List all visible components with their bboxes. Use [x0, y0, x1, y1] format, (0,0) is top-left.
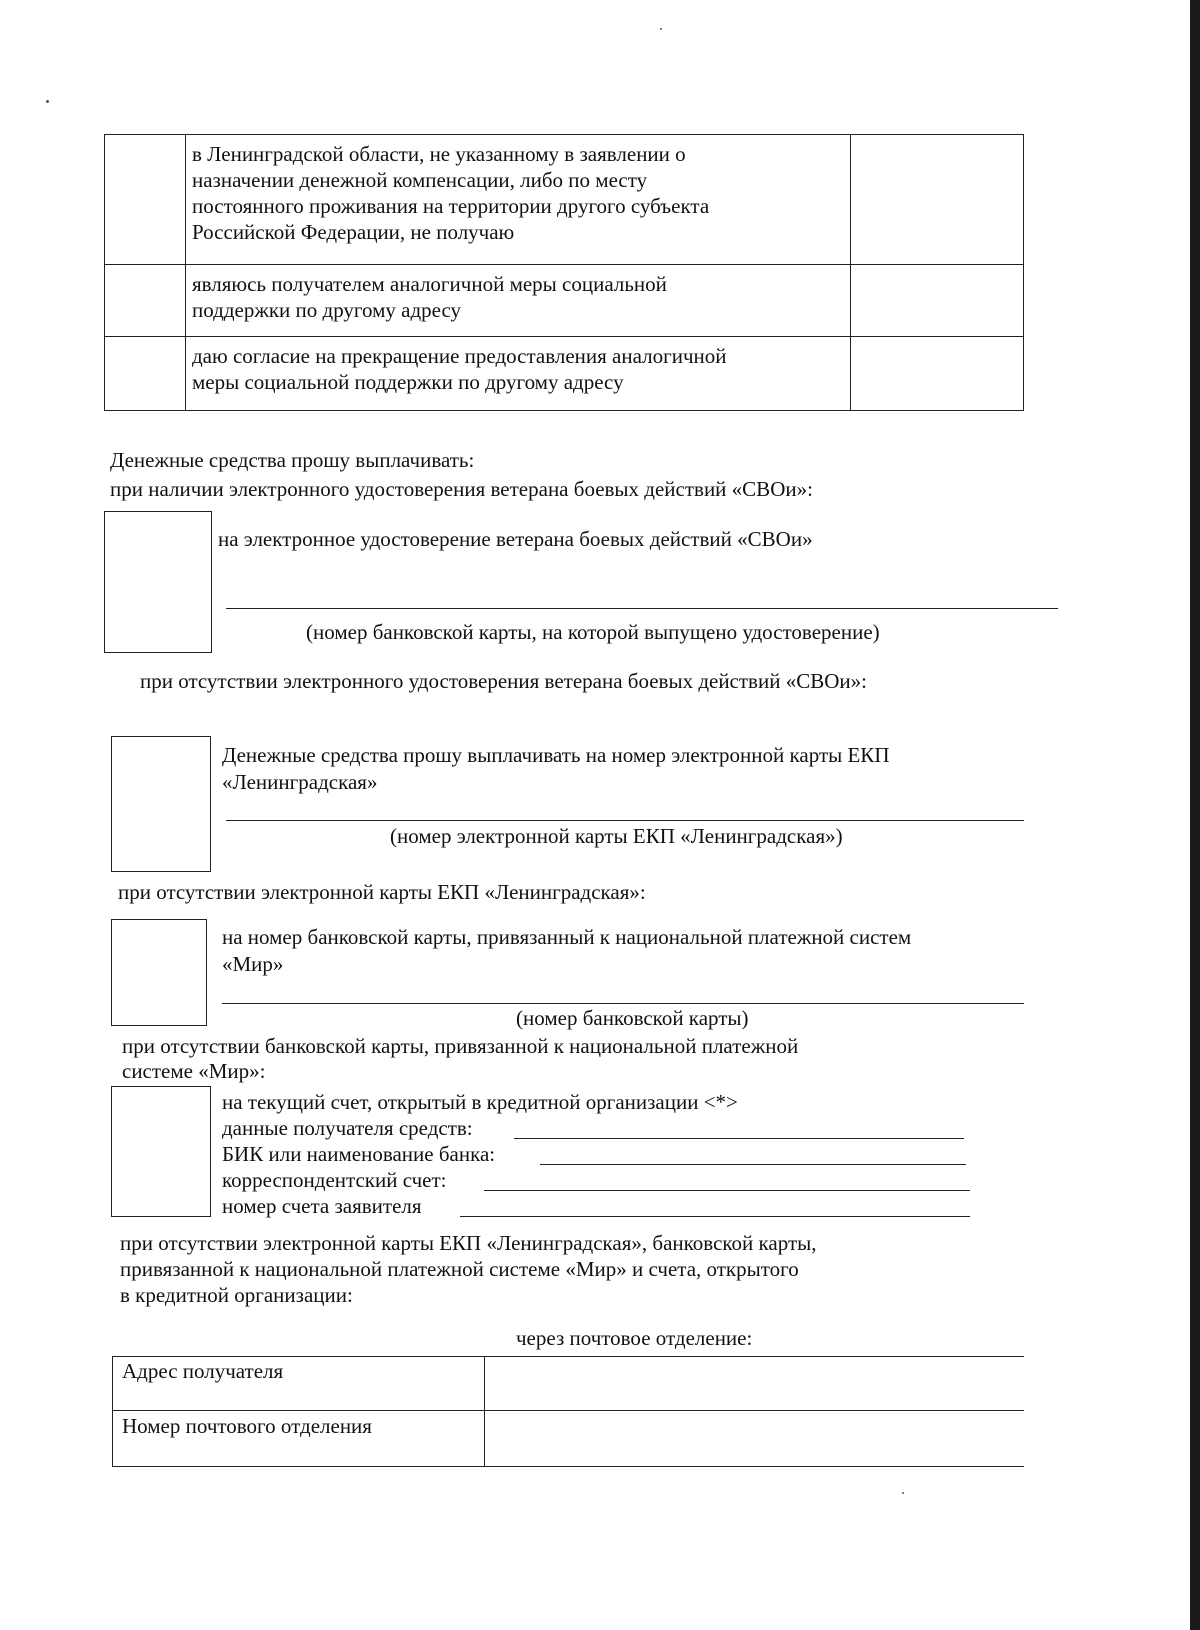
mir-option-line: «Мир»	[222, 952, 284, 976]
statement-line: меры социальной поддержки по другому адресу	[192, 370, 624, 394]
mir-checkbox[interactable]	[111, 919, 207, 1026]
bank-label: БИК или наименование банка:	[222, 1142, 496, 1166]
statement-cell	[186, 135, 851, 265]
declaration-table	[104, 134, 1024, 411]
post-table-border	[112, 1356, 113, 1466]
scan-edge	[1190, 0, 1200, 1630]
corr-account-field[interactable]	[484, 1190, 970, 1191]
mark-cell[interactable]	[851, 135, 1024, 265]
post-table-border	[112, 1410, 1024, 1411]
post-table-border	[112, 1466, 1024, 1467]
statement-line: в Ленинградской области, не указанному в заявлении о	[192, 142, 686, 166]
recipient-label: данные получателя средств:	[222, 1116, 473, 1140]
without-all-heading: в кредитной организации:	[120, 1283, 353, 1307]
post-title: через почтовое отделение:	[516, 1326, 753, 1350]
recipient-field[interactable]	[514, 1138, 964, 1139]
statement-line: Российской Федерации, не получаю	[192, 220, 515, 244]
mir-option-line: на номер банковской карты, привязанный к национальной платежной систем	[222, 925, 912, 949]
account-option-title: на текущий счет, открытый в кредитной организации <*>	[222, 1090, 738, 1114]
without-svo-heading: при отсутствии электронного удостоверения ветерана боевых действий «СВОи»:	[140, 669, 867, 693]
applicant-account-field[interactable]	[460, 1216, 970, 1217]
without-mir-heading: системе «Мир»:	[122, 1059, 266, 1083]
ekp-card-hint: (номер электронной карты ЕКП «Ленинградская»)	[390, 824, 843, 848]
without-all-heading: при отсутствии электронной карты ЕКП «Ленинградская», банковской карты,	[120, 1231, 817, 1255]
without-mir-heading: при отсутствии банковской карты, привязанной к национальной платежной	[122, 1034, 799, 1058]
without-ekp-heading: при отсутствии электронной карты ЕКП «Ленинградская»:	[118, 880, 646, 904]
ekp-option-line: «Ленинградская»	[222, 770, 378, 794]
svo-option-label: на электронное удостоверение ветерана боевых действий «СВОи»	[218, 527, 813, 551]
bank-field[interactable]	[540, 1164, 966, 1165]
checkbox-cell[interactable]	[105, 135, 186, 265]
address-label: Адрес получателя	[122, 1359, 284, 1383]
mir-card-hint: (номер банковской карты)	[516, 1006, 749, 1030]
svo-card-hint: (номер банковской карты, на которой выпущено удостоверение)	[306, 620, 880, 644]
mark-cell[interactable]	[851, 265, 1024, 337]
ekp-checkbox[interactable]	[111, 736, 211, 872]
table-row	[105, 337, 1024, 411]
mark-cell[interactable]	[851, 337, 1024, 411]
ekp-option-line: Денежные средства прошу выплачивать на номер электронной карты ЕКП	[222, 743, 890, 767]
statement-cell	[186, 337, 851, 411]
corr-account-label: корреспондентский счет:	[222, 1168, 447, 1192]
statement-line: поддержки по другому адресу	[192, 298, 462, 322]
svo-card-number-field[interactable]	[226, 608, 1058, 609]
post-table-border	[112, 1356, 1024, 1357]
payment-intro: Денежные средства прошу выплачивать:	[110, 448, 475, 472]
statement-line: постоянного проживания на территории другого субъекта	[192, 194, 710, 218]
applicant-account-label: номер счета заявителя	[222, 1194, 422, 1218]
statement-line: назначении денежной компенсации, либо по месту	[192, 168, 648, 192]
scan-speck	[660, 28, 662, 30]
address-field[interactable]	[488, 1358, 1018, 1408]
table-row	[105, 265, 1024, 337]
without-all-heading: привязанной к национальной платежной системе «Мир» и счета, открытого	[120, 1257, 799, 1281]
post-office-label: Номер почтового отделения	[122, 1414, 372, 1438]
mir-card-number-field[interactable]	[222, 1003, 1024, 1004]
ekp-card-number-field[interactable]	[226, 820, 1024, 821]
scan-speck	[46, 100, 49, 103]
statement-line: даю согласие на прекращение предоставления аналогичной	[192, 344, 727, 368]
table-row	[105, 135, 1024, 265]
checkbox-cell[interactable]	[105, 337, 186, 411]
scan-speck	[902, 1492, 904, 1494]
checkbox-cell[interactable]	[105, 265, 186, 337]
svo-checkbox[interactable]	[104, 511, 212, 653]
post-office-field[interactable]	[488, 1413, 1018, 1463]
statement-line: являюсь получателем аналогичной меры социальной	[192, 272, 667, 296]
with-svo-heading: при наличии электронного удостоверения ветерана боевых действий «СВОи»:	[110, 477, 813, 501]
statement-cell	[186, 265, 851, 337]
post-table-border	[484, 1356, 485, 1466]
account-checkbox[interactable]	[111, 1086, 211, 1217]
